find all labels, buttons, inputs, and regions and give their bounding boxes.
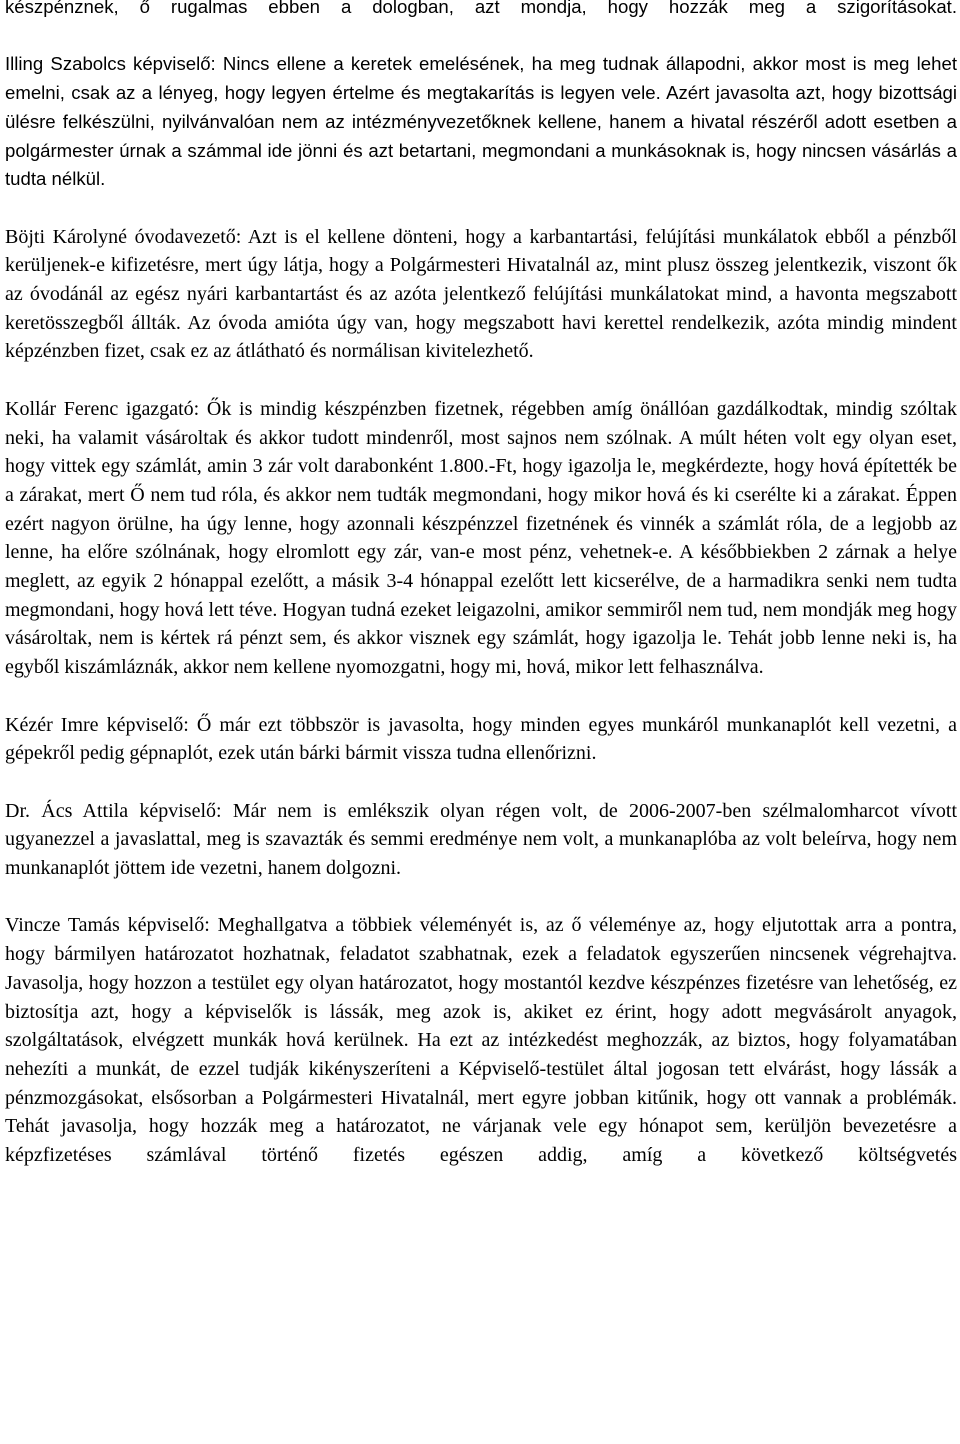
speaker-label: Kézér Imre képviselő:	[5, 713, 189, 736]
paragraph-vincze-tamas	[5, 911, 957, 1169]
paragraph-text-continued: Azért javasolta azt, hogy bizottsági ülésre felkészülni, nyilvánvalóan nem az intézményvezetőknek kellene, hanem a hivatal részéről adott esetben a polgármester úrnak a számmal ide jönni és azt betartani, megmondani a munkásoknak is, hogy nincsen vásárlás a tudta nélkül.	[5, 82, 958, 190]
paragraph-acs-attila	[5, 797, 957, 883]
document-body	[5, 0, 957, 1198]
paragraph-text: Ő már ezt többször is javasolta, hogy minden egyes munkáról munkanaplót kell vezetni, a gépekről pedig gépnaplót, ezek után bárki bármit vissza tudna ellenőrizni.	[5, 713, 957, 765]
paragraph-text: Már nem is emlékszik olyan régen volt, de 2006-2007-ben szélmalomharcot vívott ugyanezzel a javaslattal, meg is szavazták és semmi eredménye nem volt, a munkanaplóba az volt beleírva, hogy nem munkanaplót jöttem ide vezetni, hanem dolgozni.	[5, 799, 958, 880]
paragraph-kollar-ferenc	[5, 395, 957, 682]
paragraph-text: Meghallgatva a többiek véleményét is, az ő véleménye az, hogy eljutottak arra a pontra, hogy bármilyen határozatot hozhatnak, feladatot szabhatnak, ezek a feladatok egyszerűen nincsenek végrehajtva. Javasolja, hogy hozzon a testület egy olyan határozatot, hogy mostantól kezdve készpénzes fizetésre van lehetőség, ez biztosítja azt, hogy a képviselők is lássák, meg azok is, akiket ez érint, hogy adott megvásárolt anyagok, szolgáltatások, elvégzett munkák hová kerülnek. Ha ezt az intézkedést meghozzák, az biztos, hogy folyamatában nehezíti a munkát, de ezzel tudják kikényszeríteni a Képviselő-testület által jogosan tett elvárást, hogy lássák a pénzmozgásokat, elsősorban a Polgármesteri Hivatalnál, mert egyre jobban kitűnik, hogy ott vannak a problémák. Tehát javasolja, hogy hozzák meg a határozatot, ne várjanak vele egy hónapot sem, kerüljön bevezetésre a képzfizetéses számlával történő fizetés egészen addig, amíg a következő költségvetés	[5, 914, 957, 1167]
paragraph-kezer-imre	[5, 711, 957, 768]
speaker-label: Vincze Tamás képviselő:	[5, 914, 210, 937]
paragraph-text: készpénznek, ő rugalmas ebben a dologban, azt mondja, hogy hozzák meg a szigorításokat.	[5, 0, 957, 17]
speaker-label: Illing Szabolcs képviselő:	[5, 53, 216, 75]
paragraph-illing-szabolcs	[5, 50, 957, 194]
speaker-label: Böjti Károlyné óvodavezető:	[5, 225, 242, 248]
paragraph-text: Nincs ellene a keretek emelésének, ha meg tudnak állapodni, akkor most is meg lehet emelni, csak az a lényeg, hogy legyen értelme és megtakarítás is legyen vele.	[5, 53, 957, 104]
speaker-label: Dr. Ács Attila képviselő:	[5, 799, 222, 822]
speaker-label: Kollár Ferenc igazgató:	[5, 397, 200, 420]
paragraph-text: Ők is mindig készpénzben fizetnek, régebben amíg önállóan gazdálkodtak, mindig szóltak neki, ha valamit vásároltak és akkor tudott mindenről, most sajnos nem szólnak. A múlt héten volt egy olyan eset, hogy vittek egy számlát, amin 3 zár volt darabonként 1.800.-Ft, hogy igazolja le, megkérdezte, hogy hová építették be a zárakat, mert Ő nem tud róla, és akkor nem tudták megmondani, hogy mikor hová és ki cserélte ki a zárakat. Éppen ezért nagyon örülne, ha úgy lenne, hogy azonnali készpénzzel fizetnének és vinnék a számlát róla, de a legjobb az lenne, ha előre szólnának, hogy elromlott egy zár, van-e most pénz, vehetnek-e. A későbbiekben 2 zárnak a helye meglett, az egyik 2 hónappal ezelőtt, a másik 3-4 hónappal ezelőtt lett kicserélve, de a harmadikra senki nem tudta megmondani, hogy hová lett téve. Hogyan tudná ezeket leigazolni, amikor semmiről nem tud, nem mondják meg hogy vásároltak, nem is kértek rá pénzt sem, és akkor visznek egy számlát, hogy igazolja le. Tehát jobb lenne neki is, ha egyből kiszámláznák, akkor nem kellene nyomozgatni, hogy mi, hová, mikor lett felhasználva.	[5, 397, 957, 679]
paragraph-bojti-karolyne	[5, 223, 957, 367]
paragraph-text: Azt is el kellene dönteni, hogy a karbantartási, felújítási munkálatok ebből a pénzből kerüljenek-e kifizetésre, mert úgy látja, hogy a Polgármesteri Hivatalnál az, mint plusz összeg jelentkezik, viszont ők az óvodánál az egész nyári karbantartást és az azóta jelentkező felújítási munkálatokat mind, a havonta megszabott keretösszegből állták. Az óvoda amióta úgy van, hogy megszabott havi kerettel rendelkezik, azóta mindig mindent képzénzben fizet, csak ez az átlátható és normálisan kivitelezhető.	[5, 225, 957, 363]
paragraph-continuation	[5, 0, 957, 22]
